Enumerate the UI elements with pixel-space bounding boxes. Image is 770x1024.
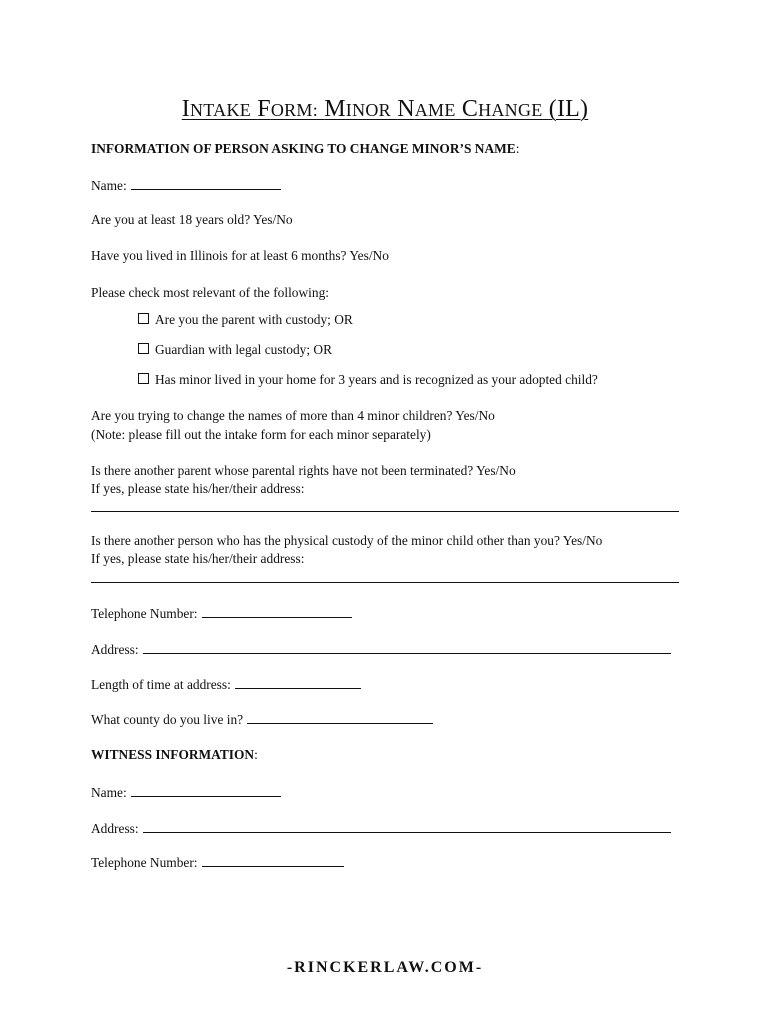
title-rest-2: ORM: [270, 100, 319, 120]
witness-address-field[interactable] [143, 820, 671, 833]
age-question: Are you at least 18 years old? Yes/No [91, 212, 293, 227]
checkbox-parent-custody[interactable] [138, 313, 149, 324]
option-label: Has minor lived in your home for 3 years and is recognized as your adopted child? [155, 372, 598, 387]
section-heading-witness [91, 747, 258, 763]
residency-question: Have you lived in Illinois for at least 6 months? Yes/No [91, 248, 389, 263]
option-label: Guardian with legal custody; OR [155, 342, 333, 357]
witness-telephone-row [91, 854, 344, 871]
name-label: Name: [91, 178, 127, 193]
title-cap-1: I [181, 96, 190, 122]
title-state: (IL) [548, 96, 589, 122]
length-at-address-field[interactable] [235, 676, 361, 689]
county-label: What county do you live in? [91, 712, 244, 727]
witness-name-row [91, 784, 281, 801]
multiple-children-note: (Note: please fill out the intake form for each minor separately) [91, 427, 431, 442]
title-cap-2: F [257, 96, 271, 122]
title-text [182, 96, 588, 122]
petitioner-name-row [91, 177, 281, 194]
title-rest-1: NTAKE [190, 100, 252, 120]
checkbox-legal-guardian[interactable] [138, 343, 149, 354]
other-parent-question: Is there another parent whose parental rights have not been terminated? Yes/No [91, 463, 516, 478]
witness-heading-text: WITNESS INFORMATION [91, 747, 255, 762]
petitioner-address-field[interactable] [143, 641, 671, 654]
page-title [0, 94, 770, 125]
option-adopted-child [138, 372, 598, 388]
witness-name-field[interactable] [131, 784, 281, 797]
address-label: Address: [91, 642, 139, 657]
checkbox-adopted-child[interactable] [138, 373, 149, 384]
section-heading-text: INFORMATION OF PERSON ASKING TO CHANGE MINOR’S NAME [91, 141, 516, 156]
length-label: Length of time at address: [91, 677, 231, 692]
section-heading-colon: : [515, 141, 520, 156]
option-parent-custody [138, 312, 353, 328]
multiple-children-question: Are you trying to change the names of more than 4 minor children? Yes/No [91, 408, 495, 423]
county-field[interactable] [247, 711, 433, 724]
title-cap-4: N [397, 96, 415, 122]
option-label: Are you the parent with custody; OR [155, 312, 353, 327]
option-legal-guardian [138, 342, 332, 358]
custody-address-field[interactable] [91, 582, 679, 583]
other-parent-address-label: If yes, please state his/her/their address: [91, 481, 305, 496]
other-parent-address-field[interactable] [91, 511, 679, 512]
witness-address-row [91, 820, 671, 837]
check-prompt: Please check most relevant of the following: [91, 285, 329, 300]
petitioner-name-field[interactable] [131, 177, 281, 190]
section-heading-petitioner [91, 141, 519, 157]
petitioner-address-row [91, 641, 671, 658]
title-cap-5: C [461, 96, 479, 122]
title-rest-3: INOR [345, 100, 391, 120]
title-rest-4: AME [414, 100, 456, 120]
footer-website: -RINCKERLAW.COM- [286, 959, 484, 976]
witness-heading-colon: : [254, 747, 258, 762]
title-rest-5: HANGE [478, 100, 543, 120]
county-row [91, 711, 433, 728]
witness-address-label: Address: [91, 821, 139, 836]
title-cap-3: M [324, 96, 346, 122]
petitioner-telephone-field[interactable] [202, 605, 352, 618]
custody-question: Is there another person who has the physical custody of the minor child other than you? Yes/No [91, 533, 603, 548]
witness-telephone-label: Telephone Number: [91, 855, 198, 870]
witness-telephone-field[interactable] [202, 854, 344, 867]
telephone-label: Telephone Number: [91, 606, 198, 621]
custody-address-label: If yes, please state his/her/their address: [91, 551, 305, 566]
witness-name-label: Name: [91, 785, 127, 800]
length-at-address-row [91, 676, 361, 693]
petitioner-telephone-row [91, 605, 352, 622]
